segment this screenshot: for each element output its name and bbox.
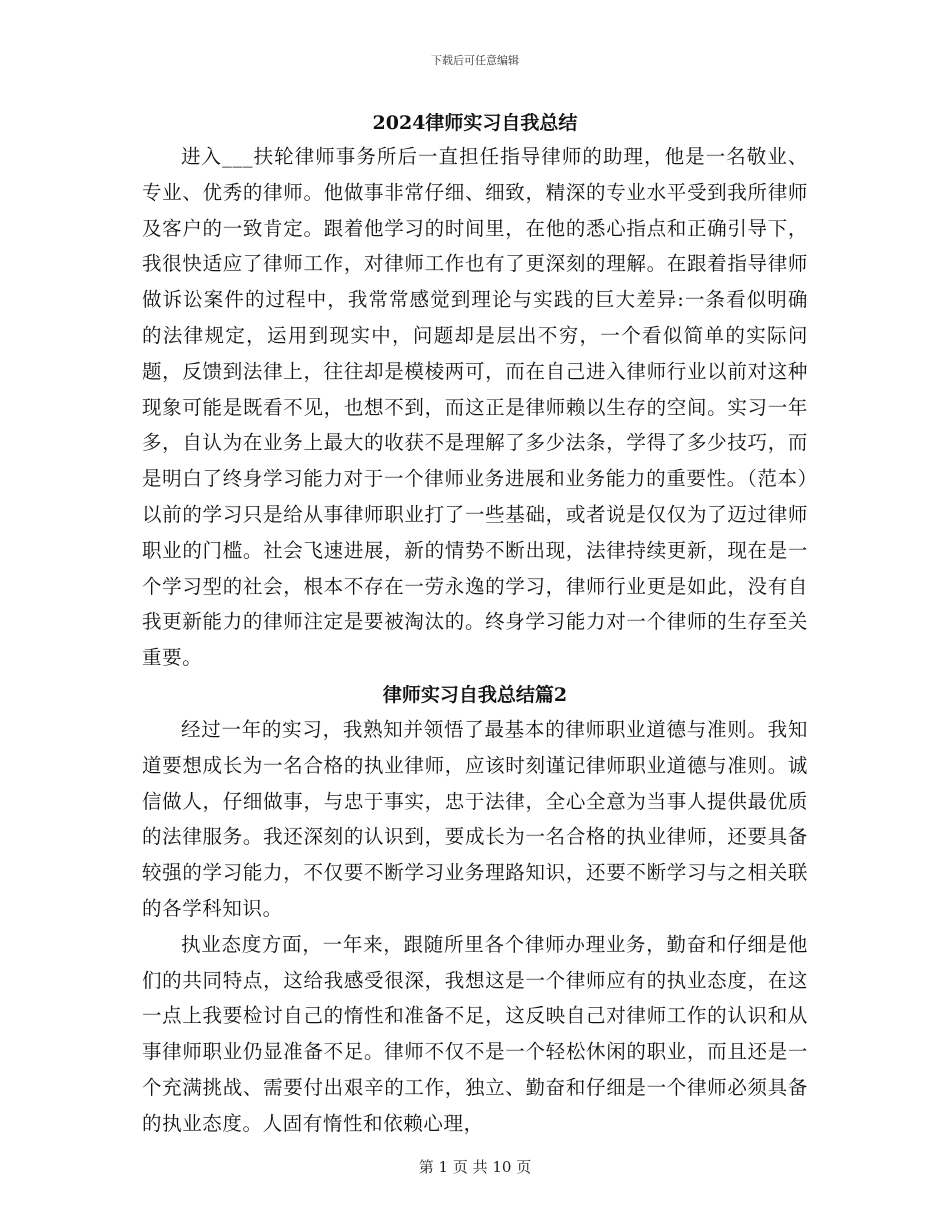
paragraph-3: 执业态度方面，一年来，跟随所里各个律师办理业务，勤奋和仔细是他们的共同特点，这给我感受很深，我想这是一个律师应有的执业态度，在这一点上我要检讨自己的惰性和准备不足，这反映自己对律师工作的认识和从事律师职业仍显准备不足。律师不仅不是一个轻松休闲的职业，而且还是一个充满挑战、需要付出艰辛的工作，独立、勤奋和仔细是一个律师必须具备的执业态度。人固有惰性和依赖心理， — [142, 932, 808, 1135]
document-body — [142, 107, 808, 1142]
paragraph-2: 经过一年的实习，我熟知并领悟了最基本的律师职业道德与准则。我知道要想成长为一名合格的执业律师，应该时刻谨记律师职业道德与准则。诚信做人，仔细做事，与忠于事实，忠于法律，全心全意为当事人提供最优质的法律服务。我还深刻的认识到，要成长为一名合格的执业律师，还要具备较强的学习能力，不仅要不断学习业务理路知识，还要不断学习与之相关联的各学科知识。 — [142, 717, 808, 920]
section-2-title: 律师实习自我总结篇2 — [382, 683, 568, 706]
paragraph-1: 进入___扶轮律师事务所后一直担任指导律师的助理，他是一名敬业、专业、优秀的律师。他做事非常仔细、细致，精深的专业水平受到我所律师及客户的一致肯定。跟着他学习的时间里，在他的悉心指点和正确引导下，我很快适应了律师工作，对律师工作也有了更深刻的理解。在跟着指导律师做诉讼案件的过程中，我常常感觉到理论与实践的巨大差异:一条看似明确的法律规定，运用到现实中，问题却是层出不穷，一个看似简单的实际问题，反馈到法律上，往往却是模棱两可，而在自己进入律师行业以前对这种现象可能是既看不见，也想不到，而这正是律师赖以生存的空间。实习一年多，自认为在业务上最大的收获不是理解了多少法条，学得了多少技巧，而是明白了终身学习能力对于一个律师业务进展和业务能力的重要性。（范本）以前的学习只是给从事律师职业打了一些基础，或者说是仅仅为了迈过律师职业的门槛。社会飞速进展，新的情势不断出现，法律持续更新，现在是一个学习型的社会，根本不存在一劳永逸的学习，律师行业更是如此，没有自我更新能力的律师注定是要被淘汰的。终身学习能力对一个律师的生存至关重要。 — [142, 145, 808, 670]
document-title: 2024律师实习自我总结 — [372, 112, 578, 134]
page-footer-number: 第 1 页 共 10 页 — [418, 1158, 532, 1176]
page-header-note: 下载后可任意编辑 — [431, 54, 519, 67]
